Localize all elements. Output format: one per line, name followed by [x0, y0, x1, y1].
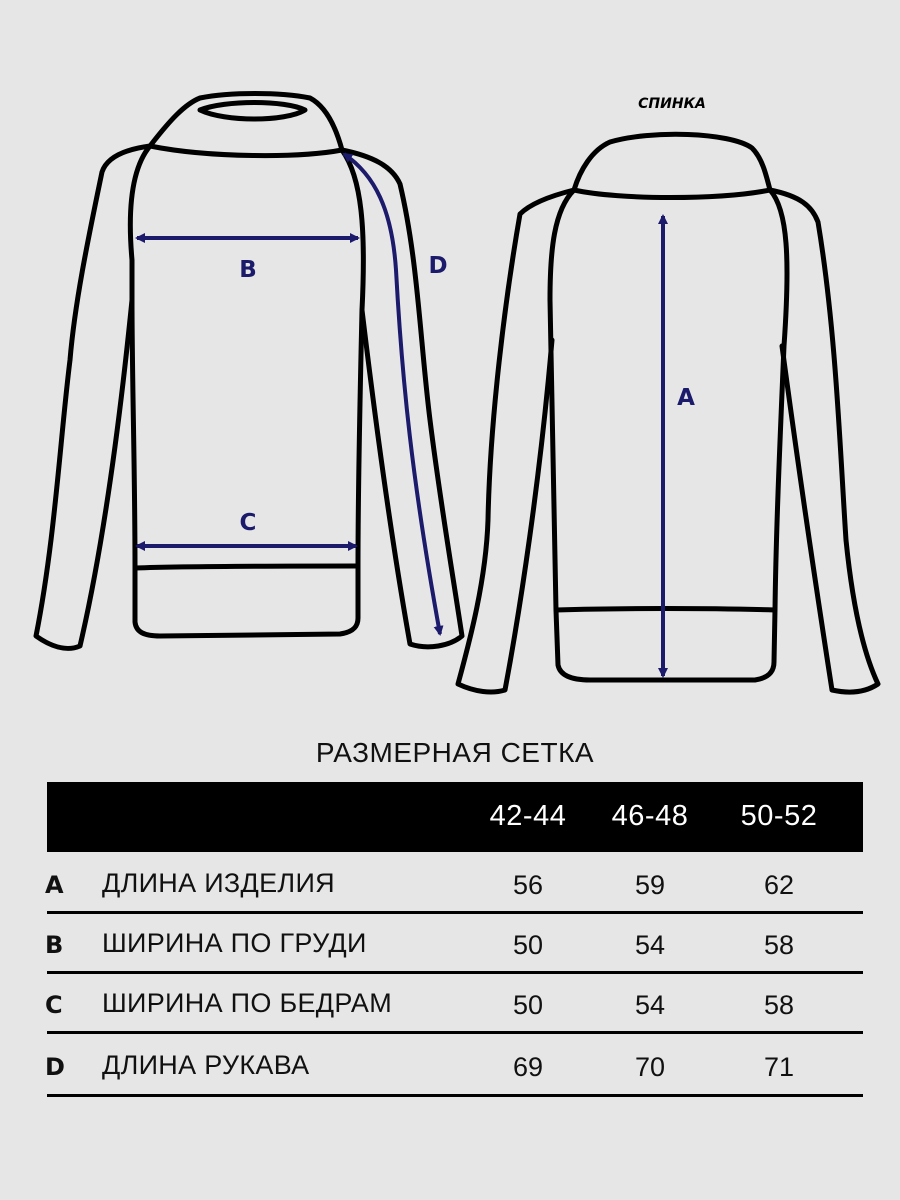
row-letter: B [45, 931, 64, 959]
row-name: ШИРИНА ПО ГРУДИ [102, 928, 367, 958]
row-value: 58 [763, 930, 795, 960]
row-value: 54 [634, 990, 666, 1020]
row-value: 58 [763, 990, 795, 1020]
row-name: ШИРИНА ПО БЕДРАМ [102, 988, 393, 1018]
row-value: 71 [763, 1052, 795, 1082]
table-row [0, 986, 900, 1046]
row-value: 69 [512, 1052, 544, 1082]
front-garment-outline [36, 94, 462, 649]
row-name: ДЛИНА ИЗДЕЛИЯ [102, 868, 335, 898]
row-divider [47, 1094, 863, 1097]
size-header-1: 42-44 [489, 800, 567, 832]
table-row [0, 926, 900, 986]
row-value: 70 [634, 1052, 666, 1082]
back-garment-outline [458, 134, 878, 692]
table-row [0, 866, 900, 926]
row-divider [47, 911, 863, 914]
row-divider [47, 971, 863, 974]
row-name: ДЛИНА РУКАВА [102, 1050, 310, 1080]
size-header-2: 46-48 [611, 800, 689, 832]
row-value: 50 [512, 990, 544, 1020]
table-row [0, 1048, 900, 1108]
row-letter: D [45, 1053, 65, 1081]
label-d: D [428, 253, 448, 279]
row-value: 54 [634, 930, 666, 960]
row-letter: A [45, 871, 64, 899]
size-chart-title: РАЗМЕРНАЯ СЕТКА [315, 737, 595, 768]
row-value: 56 [512, 870, 544, 900]
back-view-label: СПИНКА [638, 96, 706, 112]
label-c: C [239, 510, 257, 536]
row-letter: C [45, 991, 63, 1019]
size-header-3: 50-52 [740, 800, 818, 832]
row-value: 59 [634, 870, 666, 900]
row-value: 50 [512, 930, 544, 960]
label-a: A [677, 385, 695, 411]
row-divider [47, 1031, 863, 1034]
row-value: 62 [763, 870, 795, 900]
label-b: B [239, 257, 257, 283]
